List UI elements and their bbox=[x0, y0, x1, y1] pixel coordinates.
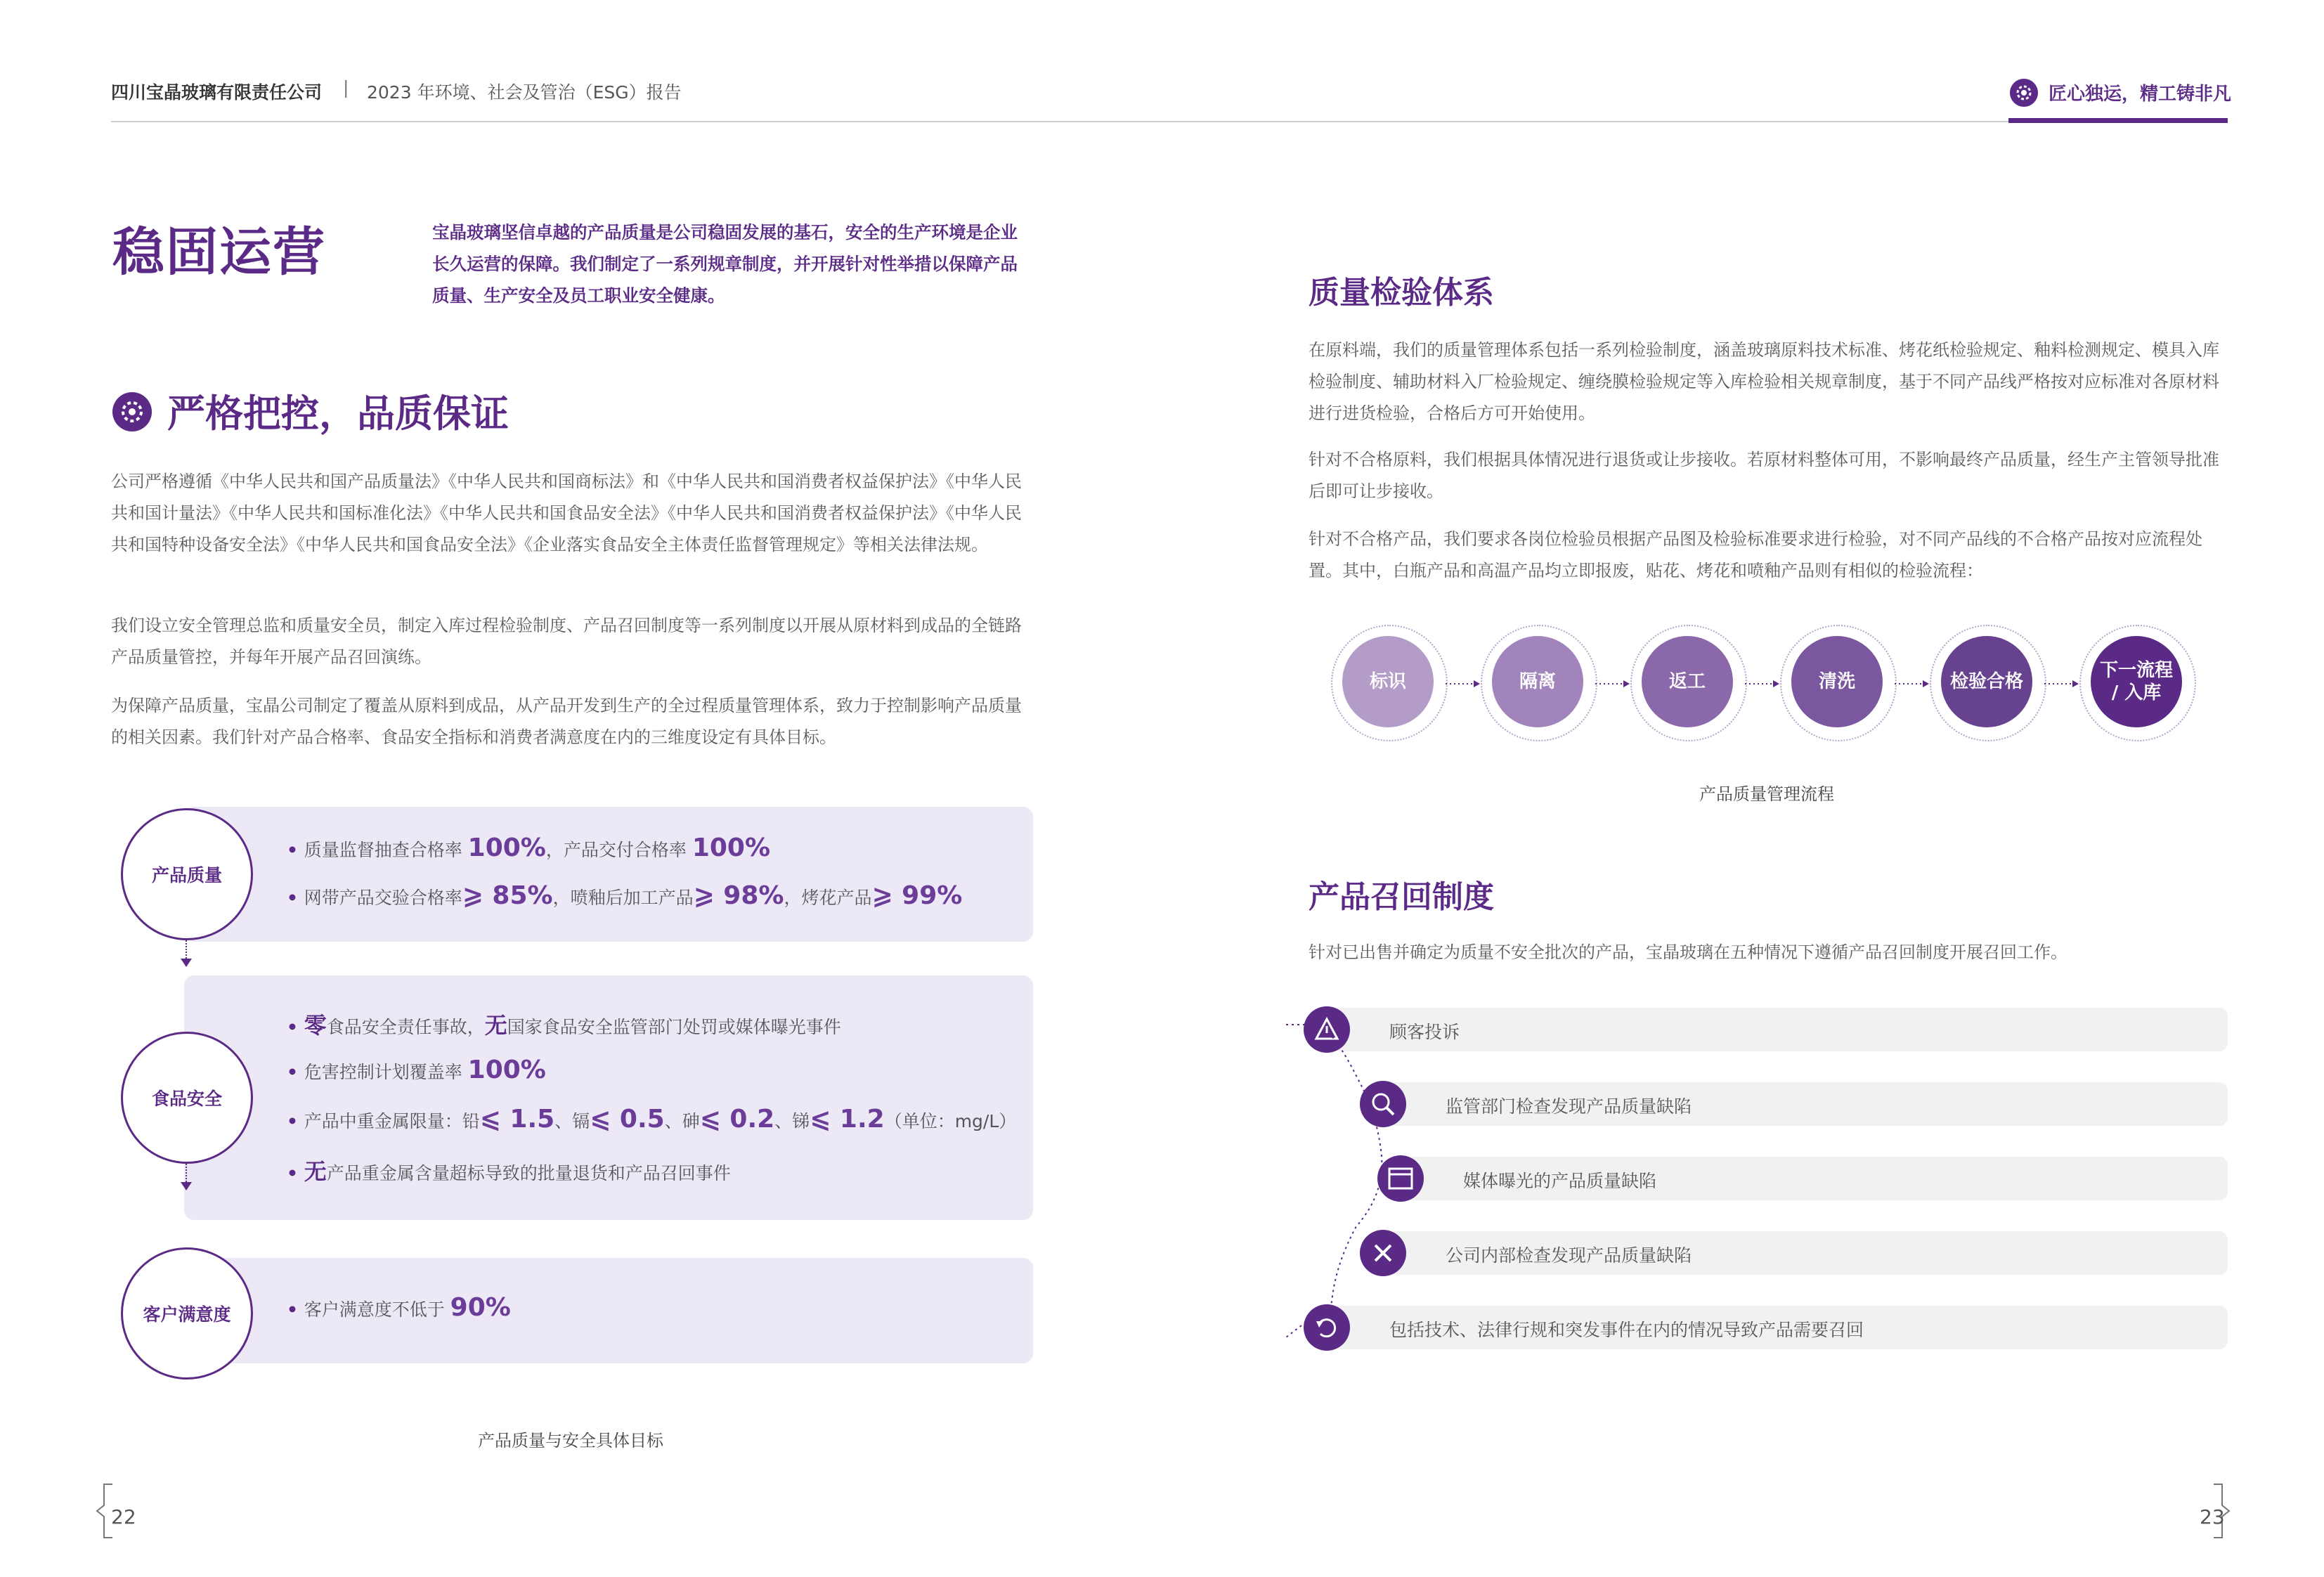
flow-arrow-icon bbox=[1895, 677, 1930, 691]
page-title: 稳固运营 bbox=[112, 222, 326, 283]
page-number-right: 23 bbox=[2200, 1505, 2225, 1529]
paragraph-raw-material: 在原料端，我们的质量管理体系包括一系列检验制度，涵盖玻璃原料技术标准、烤花纸检验规定、釉料检测规定、模具入库检验制度、辅助材料入厂检验规定、缠绕膜检验规定等入库检验相关规章制度，基于不同产品线严格按对应标准对各原材料进行进货检验，合格后方可开始使用。 bbox=[1309, 340, 2219, 423]
flow-arrow-icon bbox=[1595, 677, 1630, 691]
header-report-title: 2023 年环境、社会及管治（ESG）报告 bbox=[367, 82, 682, 103]
recall-item-label: 媒体曝光的产品质量缺陷 bbox=[1463, 1171, 1657, 1191]
page-number-left: 22 bbox=[111, 1505, 136, 1529]
header-separator: | bbox=[343, 77, 349, 98]
connector-line bbox=[186, 1161, 187, 1182]
target-bullet: • 客户满意度不低于 90% bbox=[287, 1293, 511, 1322]
figure-caption: 产品质量与安全具体目标 bbox=[478, 1431, 663, 1451]
recall-item-label: 公司内部检查发现产品质量缺陷 bbox=[1446, 1245, 1692, 1266]
flow-node: 检验合格 bbox=[1941, 636, 2032, 727]
flow-node: 返工 bbox=[1642, 636, 1733, 727]
flow-arrow-icon bbox=[1745, 677, 1780, 691]
paragraph-laws: 公司严格遵循《中华人民共和国产品质量法》《中华人民共和国商标法》和《中华人民共和国消费者权益保护法》《中华人民共和国计量法》《中华人民共和国标准化法》《中华人民共和国食品安全法》《中华人民共和国消费者权益保护法》《中华人民共和国特种设备安全法》《中华人民共和国食品安全法》《企业落实食品安全主体责任监督管理规定》等相关法律法规。 bbox=[111, 472, 1022, 554]
paragraph-management: 我们设立安全管理总监和质量安全员，制定入库过程检验制度、产品召回制度等一系列制度以开展从原材料到成品的全链路产品质量管控，并每年开展产品召回演练。 bbox=[111, 616, 1022, 667]
header-accent-bar bbox=[2008, 118, 2228, 123]
recall-item-label: 监管部门检查发现产品质量缺陷 bbox=[1446, 1096, 1692, 1117]
paragraph-targets: 为保障产品质量，宝晶公司制定了覆盖从原料到成品，从产品开发到生产的全过程质量管理体系，致力于控制影响产品质量的相关因素。我们针对产品合格率、食品安全指标和消费者满意度在内的三维度设定有具体目标。 bbox=[111, 696, 1022, 747]
paragraph-nonconforming-product: 针对不合格产品，我们要求各岗位检验员根据产品图及检验标准要求进行检验，对不同产品线的不合格产品按对应流程处置。其中，白瓶产品和高温产品均立即报废，贴花、烤花和喷釉产品则有相似的检验流程： bbox=[1309, 529, 2202, 580]
flow-arrow-icon bbox=[1446, 677, 1481, 691]
target-bullet: • 无产品重金属含量超标导致的批量退货和产品召回事件 bbox=[287, 1158, 731, 1185]
recall-item-label: 包括技术、法律行规和突发事件在内的情况导致产品需要召回 bbox=[1389, 1320, 1864, 1340]
header-slogan: 匠心独运，精工铸非凡 bbox=[2049, 84, 2232, 105]
flow-node: 清洗 bbox=[1791, 636, 1883, 727]
flow-node: 隔离 bbox=[1492, 636, 1583, 727]
recall-item-label: 顾客投诉 bbox=[1389, 1022, 1460, 1042]
recall-connector bbox=[1279, 1012, 1420, 1349]
flow-node: 下一流程 / 入库 bbox=[2091, 636, 2182, 727]
recall-item bbox=[1332, 1008, 2228, 1051]
header-company-name: 四川宝晶玻璃有限责任公司 bbox=[111, 82, 323, 103]
connector-line bbox=[186, 937, 187, 959]
target-bullet: • 网带产品交验合格率⩾ 85%，喷釉后加工产品⩾ 98%，烤花产品⩾ 99% bbox=[287, 881, 963, 910]
target-label-quality: 产品质量 bbox=[121, 808, 253, 940]
paragraph-recall: 针对已出售并确定为质量不安全批次的产品，宝晶玻璃在五种情况下遵循产品召回制度开展召回工作。 bbox=[1309, 942, 2067, 962]
intro-text: 宝晶玻璃坚信卓越的产品质量是公司稳固发展的基石，安全的生产环境是企业长久运营的保障。我们制定了一系列规章制度，并开展针对性举措以保障产品质量、生产安全及员工职业安全健康。 bbox=[432, 222, 1018, 306]
section-title: 严格把控，品质保证 bbox=[167, 391, 509, 436]
flow-caption: 产品质量管理流程 bbox=[1699, 784, 1834, 804]
target-bullet: • 产品中重金属限量：铅⩽ 1.5、镉⩽ 0.5、砷⩽ 0.2、锑⩽ 1.2（单位：mg/L） bbox=[287, 1105, 1017, 1134]
target-bullet: • 危害控制计划覆盖率 100% bbox=[287, 1056, 546, 1084]
target-panel-quality bbox=[184, 807, 1033, 942]
section-title-inspection: 质量检验体系 bbox=[1309, 275, 1494, 311]
target-bullet: • 质量监督抽查合格率 100%，产品交付合格率 100% bbox=[287, 833, 771, 862]
header-divider bbox=[111, 121, 2219, 122]
target-label-food-safety: 食品安全 bbox=[121, 1032, 253, 1164]
gear-icon bbox=[112, 392, 152, 431]
paragraph-nonconforming-raw: 针对不合格原料，我们根据具体情况进行退货或让步接收。若原材料整体可用，不影响最终产品质量，经生产主管领导批准后即可让步接收。 bbox=[1309, 450, 2219, 501]
gear-icon bbox=[2010, 79, 2038, 107]
target-label-satisfaction: 客户满意度 bbox=[121, 1247, 253, 1380]
arrow-down-icon bbox=[181, 959, 192, 967]
target-bullet: • 零食品安全责任事故，无国家食品安全监管部门处罚或媒体曝光事件 bbox=[287, 1012, 841, 1039]
arrow-down-icon bbox=[181, 1182, 192, 1190]
section-title-recall: 产品召回制度 bbox=[1309, 879, 1494, 915]
flow-arrow-icon bbox=[2044, 677, 2079, 691]
flow-node: 标识 bbox=[1342, 636, 1434, 727]
